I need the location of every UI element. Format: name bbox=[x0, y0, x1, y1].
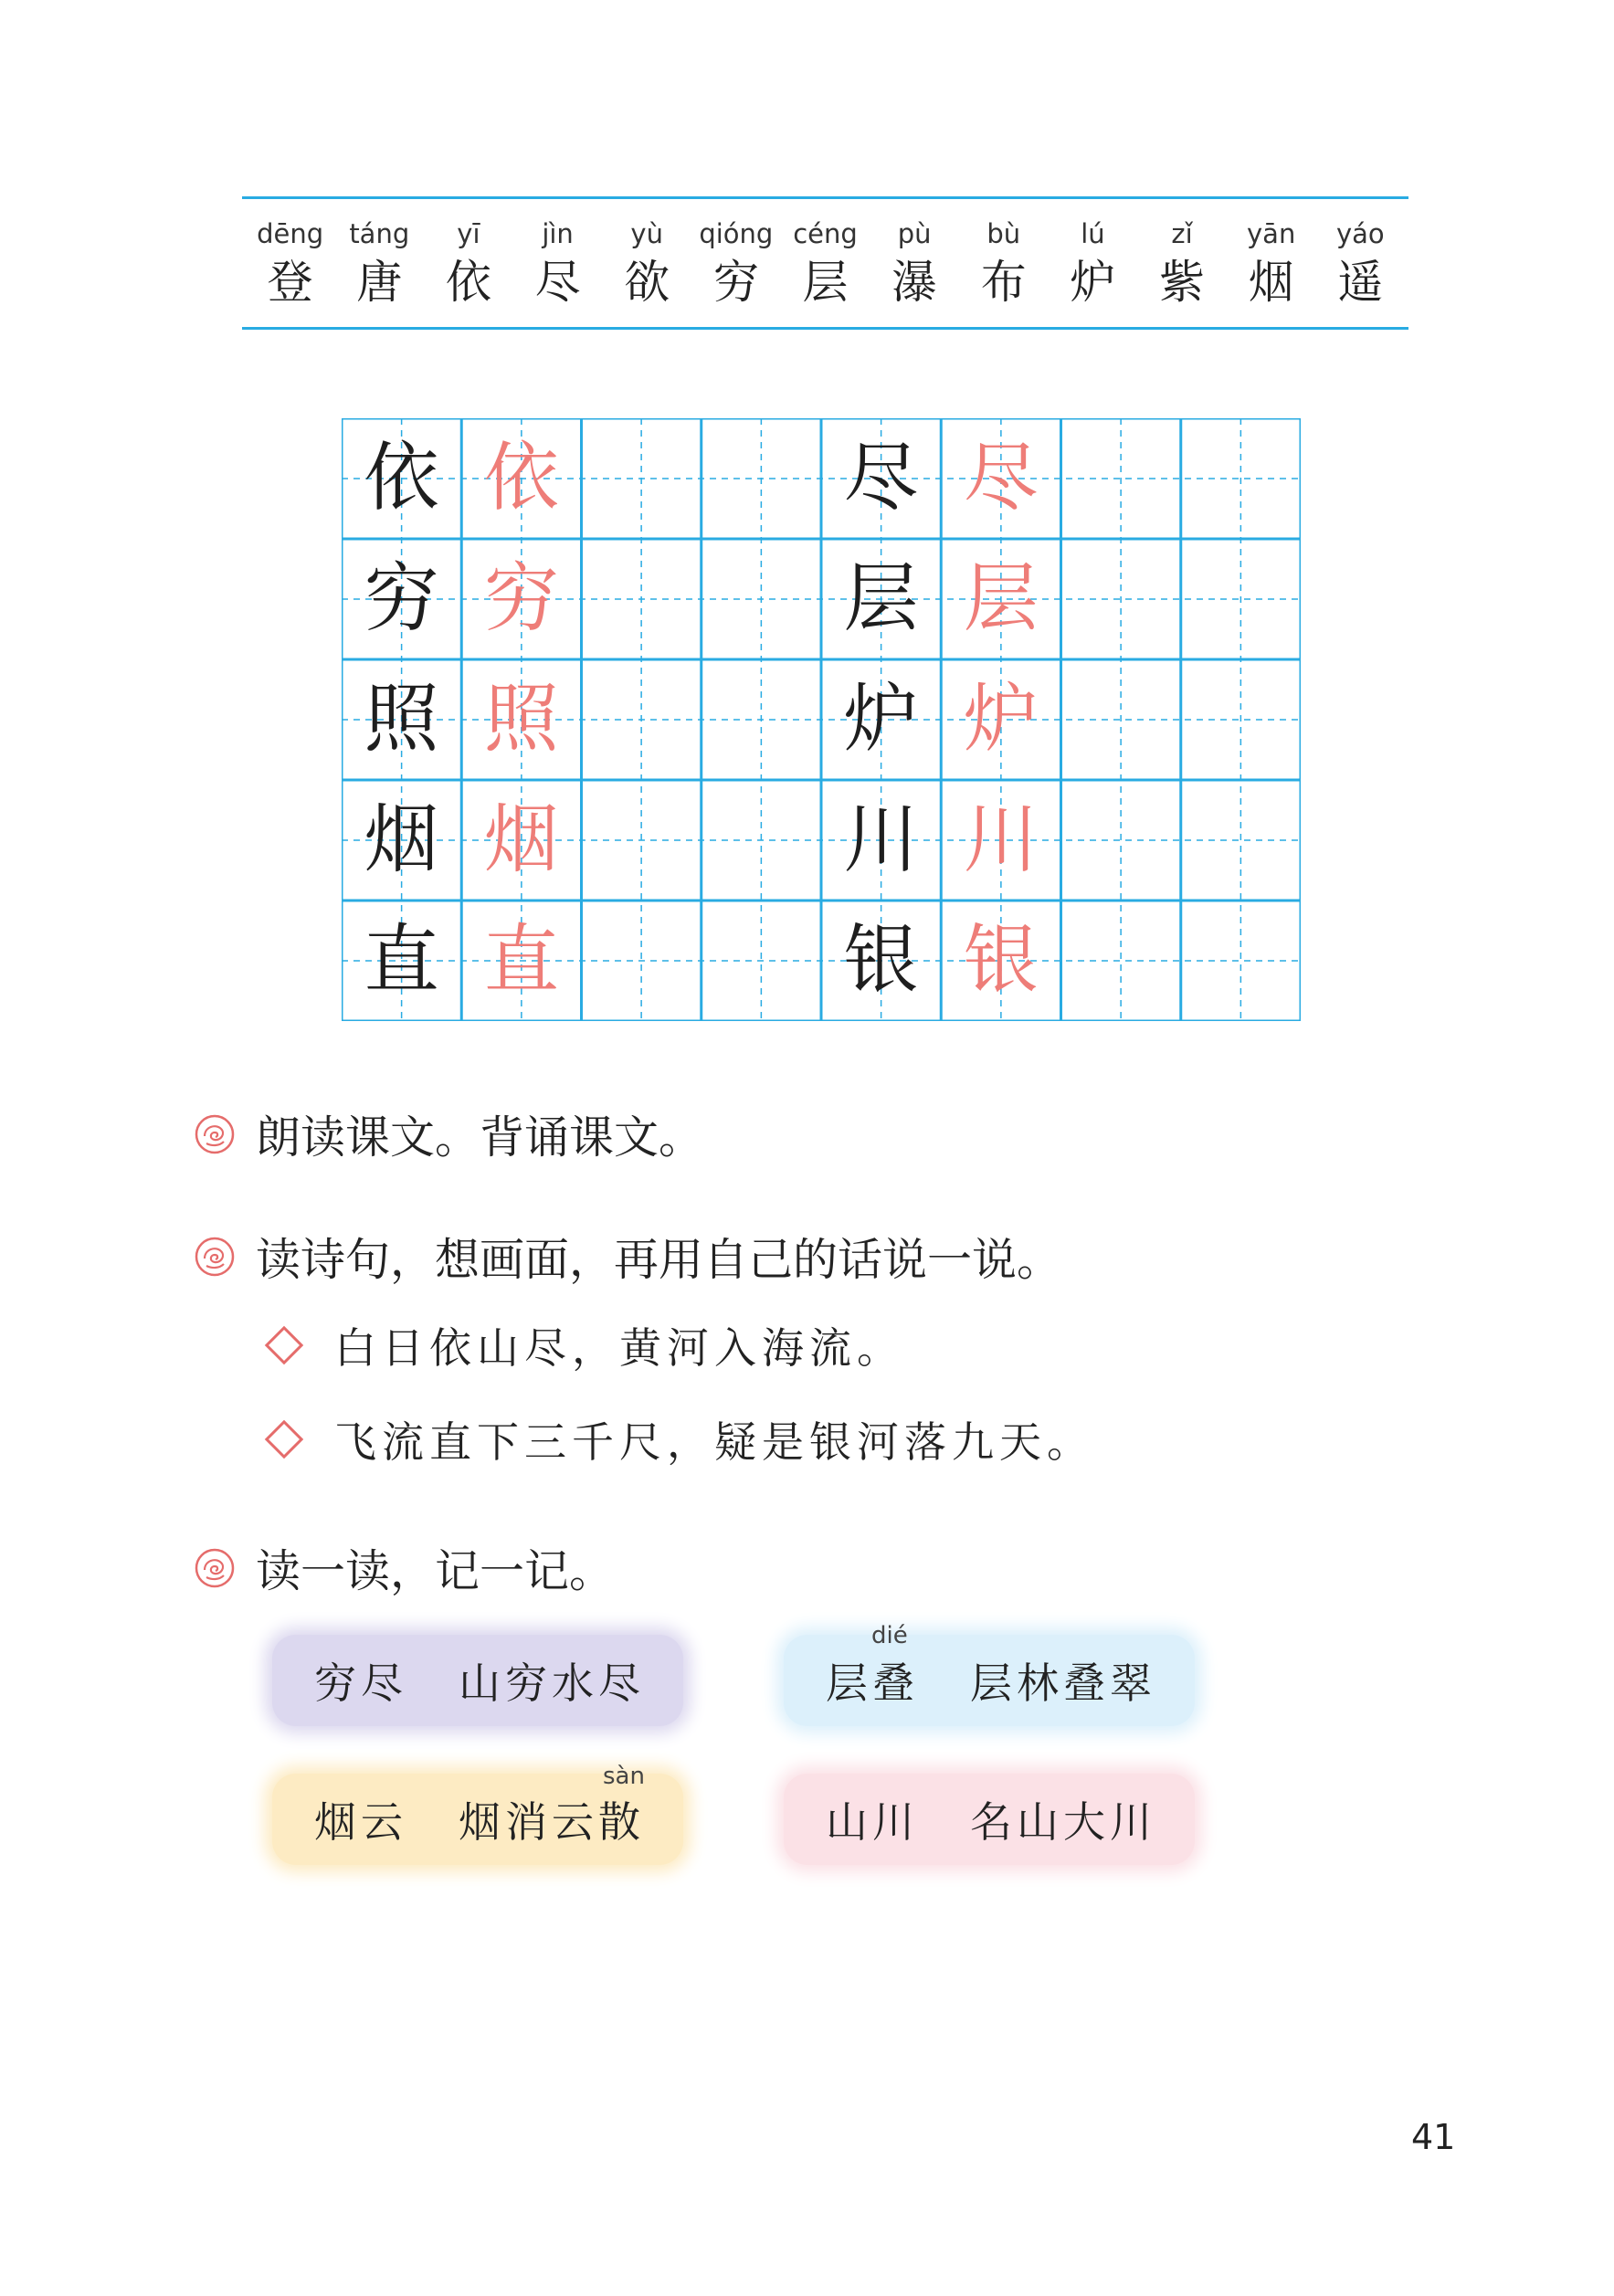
recognition-char bbox=[784, 215, 866, 315]
hanzi: 尽 bbox=[534, 256, 581, 309]
model-char: 照 bbox=[364, 676, 439, 763]
poem-line-2 bbox=[265, 1412, 1094, 1467]
pinyin: pù bbox=[897, 218, 932, 249]
swirl-bullet-icon bbox=[194, 1113, 236, 1155]
pinyin: lú bbox=[1081, 218, 1105, 249]
idiom: 山穷水尽 bbox=[459, 1659, 645, 1708]
model-char: 层 bbox=[843, 555, 919, 642]
model-char: 炉 bbox=[843, 676, 919, 763]
pinyin: táng bbox=[349, 218, 410, 249]
model-char: 直 bbox=[364, 917, 439, 1004]
word: 烟云 bbox=[314, 1797, 407, 1847]
pinyin: zǐ bbox=[1171, 218, 1193, 249]
hanzi: 欲 bbox=[624, 256, 670, 309]
recognition-char bbox=[873, 215, 955, 315]
exercise-3 bbox=[194, 1536, 614, 1600]
recognition-char bbox=[606, 215, 688, 315]
poem-line-text: 白日依山尽，黄河入海流。 bbox=[334, 1323, 904, 1373]
swirl-bullet-icon bbox=[194, 1236, 236, 1278]
page-number: 41 bbox=[1411, 2117, 1456, 2157]
poem-line-1 bbox=[265, 1318, 904, 1373]
recognition-char bbox=[695, 215, 777, 315]
trace-char: 照 bbox=[483, 676, 559, 763]
hanzi: 布 bbox=[980, 256, 1027, 309]
trace-char: 依 bbox=[483, 435, 559, 521]
trace-char: 银 bbox=[963, 917, 1039, 1004]
exercise-2-text: 读诗句，想画面，再用自己的话说一说。 bbox=[256, 1234, 1062, 1286]
word-box-3 bbox=[272, 1763, 683, 1865]
exercise-3-text: 读一读，记一记。 bbox=[256, 1545, 615, 1597]
pinyin: yáo bbox=[1335, 218, 1385, 249]
trace-char: 直 bbox=[483, 917, 559, 1004]
recognition-char bbox=[427, 215, 510, 315]
recognition-char bbox=[1141, 215, 1223, 315]
recognition-char bbox=[1319, 215, 1401, 315]
word: 层叠 bbox=[826, 1659, 919, 1708]
recognition-chars bbox=[242, 215, 1408, 315]
idiom: 烟消云散 bbox=[459, 1797, 645, 1847]
hanzi: 依 bbox=[445, 256, 491, 309]
pinyin: qióng bbox=[699, 218, 774, 249]
poem-line-text: 飞流直下三千尺，疑是银河落九天。 bbox=[334, 1417, 1094, 1467]
hanzi: 炉 bbox=[1070, 256, 1116, 309]
trace-char: 烟 bbox=[483, 796, 559, 883]
diamond-bullet-icon bbox=[265, 1420, 303, 1459]
exercise-1 bbox=[194, 1102, 703, 1166]
pinyin: yī bbox=[457, 218, 480, 249]
recognition-char bbox=[338, 215, 420, 315]
model-char: 依 bbox=[364, 435, 439, 521]
trace-char: 炉 bbox=[963, 676, 1039, 763]
hanzi: 紫 bbox=[1159, 256, 1206, 309]
model-char: 穷 bbox=[364, 555, 439, 642]
trace-char: 层 bbox=[963, 555, 1039, 642]
word: 山川 bbox=[826, 1797, 919, 1847]
top-rule bbox=[242, 196, 1408, 199]
idiom: 层林叠翠 bbox=[970, 1659, 1156, 1708]
pinyin: yù bbox=[630, 218, 663, 249]
pinyin: jìn bbox=[542, 218, 574, 249]
swirl-bullet-icon bbox=[194, 1547, 236, 1589]
writing-grid bbox=[342, 418, 1301, 1021]
pinyin: céng bbox=[793, 218, 858, 249]
recognition-char bbox=[517, 215, 599, 315]
exercise-1-text: 朗读课文。背诵课文。 bbox=[256, 1111, 704, 1164]
pinyin: bù bbox=[986, 218, 1021, 249]
word: 穷尽 bbox=[314, 1659, 407, 1708]
trace-char: 穷 bbox=[483, 555, 559, 642]
pinyin-annotation: dié bbox=[871, 1622, 908, 1649]
word-box-1 bbox=[272, 1635, 683, 1726]
hanzi: 穷 bbox=[712, 256, 759, 309]
recognition-char bbox=[1051, 215, 1134, 315]
recognition-char bbox=[1230, 215, 1313, 315]
model-char: 川 bbox=[843, 796, 919, 883]
hanzi: 瀑 bbox=[891, 256, 938, 309]
exercise-2 bbox=[194, 1225, 1061, 1289]
recognition-char bbox=[249, 215, 332, 315]
trace-char: 尽 bbox=[963, 435, 1039, 521]
trace-char: 川 bbox=[963, 796, 1039, 883]
idiom: 名山大川 bbox=[970, 1797, 1156, 1847]
bottom-rule bbox=[242, 327, 1408, 330]
hanzi: 遥 bbox=[1337, 256, 1384, 309]
word-box-4 bbox=[784, 1774, 1195, 1865]
recognition-char bbox=[963, 215, 1045, 315]
hanzi: 唐 bbox=[356, 256, 403, 309]
pinyin-annotation: sàn bbox=[603, 1763, 645, 1790]
pinyin: yān bbox=[1247, 218, 1296, 249]
pinyin: dēng bbox=[257, 218, 324, 249]
hanzi: 烟 bbox=[1248, 256, 1294, 309]
model-char: 银 bbox=[843, 917, 919, 1004]
diamond-bullet-icon bbox=[265, 1326, 303, 1364]
model-char: 尽 bbox=[843, 435, 919, 521]
hanzi: 层 bbox=[802, 256, 849, 309]
hanzi: 登 bbox=[267, 256, 313, 309]
word-box-2 bbox=[784, 1622, 1195, 1726]
model-char: 烟 bbox=[364, 796, 439, 883]
